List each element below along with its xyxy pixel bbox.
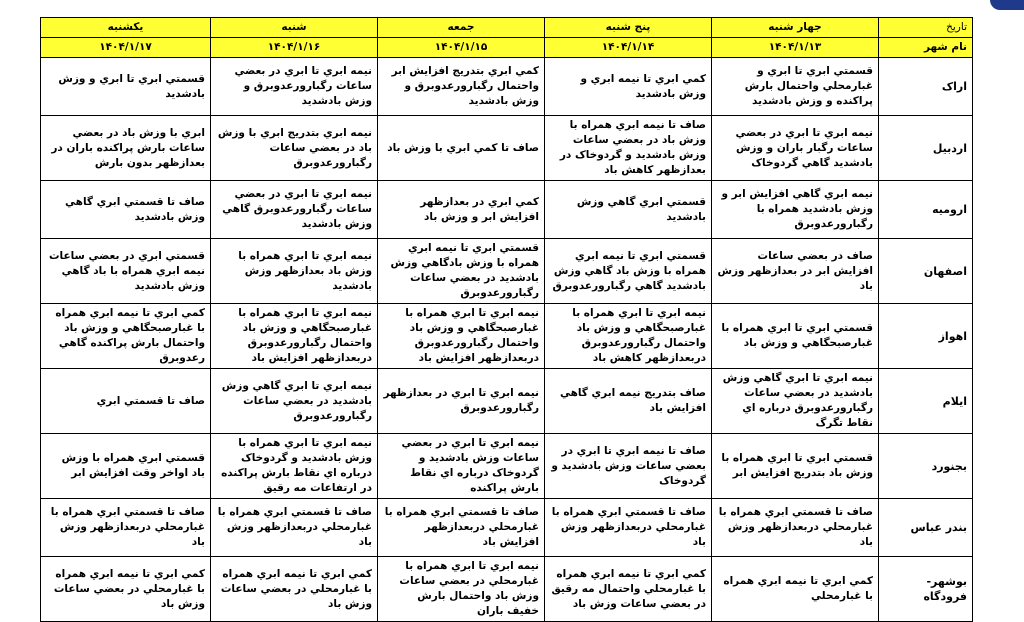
day-header: پنج شنبه bbox=[545, 18, 712, 38]
forecast-cell: قسمتي ابري تا نيمه ابري همراه با وزش بادگاهي وزش بادشديد در بعضي ساعات رگبارورعدوبرق bbox=[378, 239, 545, 304]
forecast-cell: نيمه ابري تا ابري گاهي وزش بادشديد در بعضي ساعات رگبارورعدوبرق درباره اي نقاط تگرگ bbox=[712, 369, 879, 434]
forecast-cell: نيمه ابري تا ابري همراه با غبارصبحگاهي و وزش باد واحتمال رگبارورعدوبرق دربعدازظهر افزايش باد bbox=[211, 304, 378, 369]
forecast-cell: قسمتي ابري تا ابري همراه با غبارصبحگاهي و وزش باد bbox=[712, 304, 879, 369]
day-header: یکشنبه bbox=[41, 18, 211, 38]
forecast-cell: نيمه ابري تا ابري در بعضي ساعات رگبارورعدوبرق گاهي وزش بادشديد bbox=[211, 181, 378, 239]
forecast-cell: قسمتي ابري گاهي وزش بادشديد bbox=[545, 181, 712, 239]
date-header-row bbox=[41, 38, 973, 58]
date-header: ۱۴۰۴/۱/۱۵ bbox=[378, 38, 545, 58]
table-row bbox=[41, 116, 973, 181]
city-name: اردبيل bbox=[879, 116, 973, 181]
table-row bbox=[41, 557, 973, 622]
forecast-cell: نيمه ابري تا ابري همراه با وزش باد بعدازظهر وزش بادشديد bbox=[211, 239, 378, 304]
forecast-cell: نيمه ابري بتدريج ابري با وزش باد در بعضي ساعات رگبارورعدوبرق bbox=[211, 116, 378, 181]
weather-forecast-table bbox=[40, 17, 973, 622]
forecast-cell: کمي ابري تا نيمه ابري همراه با غبارمحلي bbox=[712, 557, 879, 622]
forecast-cell: قسمتي ابري در بعضي ساعات نيمه ابري همراه با باد گاهي وزش بادشديد bbox=[41, 239, 211, 304]
forecast-cell: کمي ابري بتدريج افزايش ابر واحتمال رگبارورعدوبرق و وزش بادشديد bbox=[378, 58, 545, 116]
forecast-cell: نيمه ابري تا ابري گاهي وزش بادشديد در بعضي ساعات رگبارورعدوبرق bbox=[211, 369, 378, 434]
forecast-cell: نيمه ابري تا ابري همراه با غبارصبحگاهي و وزش باد واحتمال رگبارورعدوبرق دربعدازظهر کاهش باد bbox=[545, 304, 712, 369]
forecast-cell: ابري با وزش باد در بعضي ساعات بارش پراکنده باران در بعدازظهر بدون بارش bbox=[41, 116, 211, 181]
forecast-cell: صاف تا قسمتي ابري همراه با غبارمحلي دربعدازظهر وزش باد bbox=[211, 499, 378, 557]
forecast-cell: قسمتي ابري تا نيمه ابري همراه با وزش باد گاهي وزش بادشديد گاهي رگبارورعدوبرق bbox=[545, 239, 712, 304]
city-name: بندر عباس bbox=[879, 499, 973, 557]
forecast-cell: نيمه ابري تا ابري همراه با غبارمحلي در بعضي ساعات وزش باد واحتمال بارش خفيف باران bbox=[378, 557, 545, 622]
city-name: بوشهر- فرودگاه bbox=[879, 557, 973, 622]
date-row-label: تاریخ bbox=[879, 18, 973, 38]
day-header: شنبه bbox=[211, 18, 378, 38]
forecast-cell: صاف تا قسمتي ابري گاهي وزش بادشديد bbox=[41, 181, 211, 239]
forecast-cell: قسمتي ابري تا ابري و غبارمحلي واحتمال بارش پراکنده و وزش بادشديد bbox=[712, 58, 879, 116]
city-name: بجنورد bbox=[879, 434, 973, 499]
forecast-cell: صاف تا قسمتي ابري همراه با غبارمحلي دربعدازظهر وزش باد bbox=[545, 499, 712, 557]
forecast-cell: صاف تا نيمه ابري همراه با وزش باد در بعضي ساعات وزش بادشديد و گردوخاک در بعدازظهر کاهش باد bbox=[545, 116, 712, 181]
table-row bbox=[41, 499, 973, 557]
forecast-cell: نيمه ابري گاهي افزايش ابر و وزش بادشديد همراه با رگبارورعدوبرق bbox=[712, 181, 879, 239]
table-row bbox=[41, 369, 973, 434]
date-header: ۱۴۰۴/۱/۱۷ bbox=[41, 38, 211, 58]
city-name: اهواز bbox=[879, 304, 973, 369]
date-header: ۱۴۰۴/۱/۱۳ bbox=[712, 38, 879, 58]
forecast-cell: صاف تا قسمتي ابري همراه با غبارمحلي دربعدازظهر افزايش باد bbox=[378, 499, 545, 557]
city-name: اروميه bbox=[879, 181, 973, 239]
corner-logo-mark bbox=[990, 0, 1024, 10]
forecast-cell: کمي ابري تا نيمه ابري همراه با غبارصبحگاهي و وزش باد واحتمال بارش پراکنده گاهي رعدوبرق bbox=[41, 304, 211, 369]
forecast-cell: نيمه ابري تا ابري در بعدازظهر رگبارورعدوبرق bbox=[378, 369, 545, 434]
day-header: جمعه bbox=[378, 18, 545, 38]
forecast-cell: نيمه ابري تا ابري در بعضي ساعات رگبارورعدوبرق و وزش بادشديد bbox=[211, 58, 378, 116]
forecast-cell: کمي ابري در بعدازظهر افزايش ابر و وزش باد bbox=[378, 181, 545, 239]
forecast-cell: صاف بتدريج نيمه ابري گاهي افزايش باد bbox=[545, 369, 712, 434]
forecast-cell: کمي ابري تا نيمه ابري همراه با غبارمحلي در بعضي ساعات وزش باد bbox=[41, 557, 211, 622]
table-row bbox=[41, 304, 973, 369]
forecast-cell: صاف تا کمي ابري با وزش باد bbox=[378, 116, 545, 181]
forecast-cell: نيمه ابري تا ابري در بعضي ساعات وزش بادشديد و گردوخاک درباره اي نقاط بارش پراکنده bbox=[378, 434, 545, 499]
forecast-cell: کمي ابري تا نيمه ابري همراه با غبارمحلي در بعضي ساعات وزش باد bbox=[211, 557, 378, 622]
table-row bbox=[41, 58, 973, 116]
date-header: ۱۴۰۴/۱/۱۴ bbox=[545, 38, 712, 58]
city-name: اراک bbox=[879, 58, 973, 116]
forecast-cell: قسمتي ابري همراه با وزش باد اواخر وقت افزايش ابر bbox=[41, 434, 211, 499]
forecast-cell: نيمه ابري تا ابري در بعضي ساعات رگبار باران و وزش بادشديد گاهي گردوخاک bbox=[712, 116, 879, 181]
date-header: ۱۴۰۴/۱/۱۶ bbox=[211, 38, 378, 58]
forecast-cell: نيمه ابري تا ابري همراه با غبارصبحگاهي و وزش باد واحتمال رگبارورعدوبرق دربعدازظهر افزايش باد bbox=[378, 304, 545, 369]
city-column-label: نام شهر bbox=[879, 38, 973, 58]
forecast-cell: کمي ابري تا نيمه ابري همراه با غبارمحلي واحتمال مه رقيق در بعضي ساعات وزش باد bbox=[545, 557, 712, 622]
table-row bbox=[41, 181, 973, 239]
forecast-cell: کمي ابري تا نيمه ابري و وزش بادشديد bbox=[545, 58, 712, 116]
table-row bbox=[41, 434, 973, 499]
city-name: ايلام bbox=[879, 369, 973, 434]
forecast-cell: نيمه ابري تا ابري همراه با وزش بادشديد و گردوخاک درباره اي نقاط بارش پراکنده در ارتفاعات مه رقيق bbox=[211, 434, 378, 499]
forecast-cell: صاف تا قسمتي ابري همراه با غبارمحلي دربعدازظهر وزش باد bbox=[41, 499, 211, 557]
forecast-cell: صاف تا قسمتي ابري همراه با غبارمحلي دربعدازظهر وزش باد bbox=[712, 499, 879, 557]
table-row bbox=[41, 239, 973, 304]
day-header-row bbox=[41, 18, 973, 38]
city-name: اصفهان bbox=[879, 239, 973, 304]
forecast-cell: صاف تا نيمه ابري تا ابري در بعضي ساعات وزش بادشديد و گردوخاک bbox=[545, 434, 712, 499]
forecast-cell: قسمتي ابري تا ابري و وزش بادشديد bbox=[41, 58, 211, 116]
day-header: جهار شنبه bbox=[712, 18, 879, 38]
forecast-cell: قسمتي ابري تا ابري همراه با وزش باد بتدريج افزايش ابر bbox=[712, 434, 879, 499]
forecast-cell: صاف در بعضي ساعات افزايش ابر در بعدازظهر وزش باد bbox=[712, 239, 879, 304]
forecast-cell: صاف تا قسمتي ابري bbox=[41, 369, 211, 434]
